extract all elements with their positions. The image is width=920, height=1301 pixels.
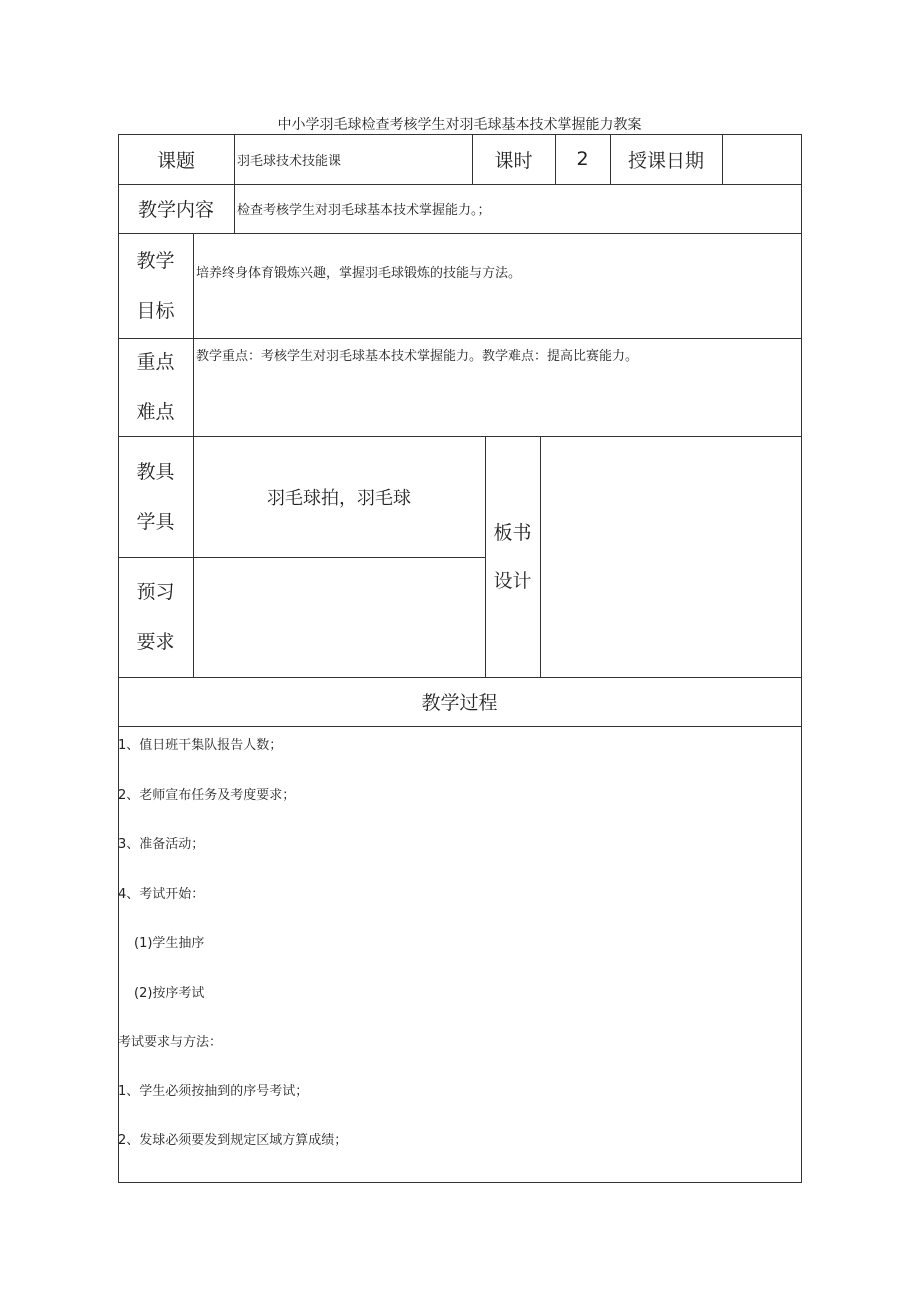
preview-label-line2: 要求 <box>136 631 175 653</box>
key-points-label-line1: 重点 <box>136 351 175 373</box>
blackboard-label-line2: 设计 <box>493 569 532 592</box>
objective-label-line2: 目标 <box>136 299 175 322</box>
equipment-label <box>118 436 193 557</box>
process-item-2: 2、老师宣布任务及考度要求； <box>118 788 296 803</box>
process-item-8: 1、学生必须按抽到的序号考试； <box>118 1084 309 1099</box>
process-item-4: 4、考试开始： <box>118 887 205 902</box>
hours-label: 课时 <box>494 149 533 172</box>
objective-label <box>118 233 193 338</box>
equipment-label-line2: 学具 <box>136 510 175 533</box>
objective-label-line1: 教学 <box>136 249 175 272</box>
process-item-5: (1)学生抽序 <box>134 936 205 951</box>
date-label: 授课日期 <box>627 149 704 172</box>
equipment-value: 羽毛球拍，羽毛球 <box>267 487 411 509</box>
course-label: 课题 <box>156 149 195 172</box>
process-heading: 教学过程 <box>421 692 498 714</box>
content-value: 检查考核学生对羽毛球基本技术掌握能力。； <box>237 203 491 218</box>
preview-label-line1: 预习 <box>136 581 175 603</box>
hours-value: 2 <box>576 148 589 170</box>
process-item-7: 考试要求与方法： <box>118 1035 223 1050</box>
date-value <box>722 134 801 184</box>
process-item-3: 3、准备活动； <box>118 837 205 852</box>
key-points-label <box>118 338 193 436</box>
blackboard-content <box>541 437 801 677</box>
document-title: 中小学羽毛球检查考核学生对羽毛球基本技术掌握能力教案 <box>277 117 642 133</box>
equipment-label-line1: 教具 <box>136 460 175 483</box>
key-points-value: 教学重点：考核学生对羽毛球基本技术掌握能力。教学难点：提高比赛能力。 <box>196 349 639 364</box>
process-item-9: 2、发球必须要发到规定区域方算成绩； <box>118 1133 348 1148</box>
key-points-label-line2: 难点 <box>136 401 175 423</box>
blackboard-label-line1: 板书 <box>493 521 532 544</box>
process-item-6: (2)按序考试 <box>134 986 205 1001</box>
course-value: 羽毛球技术技能课 <box>237 153 342 169</box>
objective-value: 培养终身体育锻炼兴趣，掌握羽毛球锻炼的技能与方法。 <box>196 266 522 281</box>
preview-label <box>118 557 193 677</box>
process-item-1: 1、值日班干集队报告人数； <box>118 738 283 753</box>
content-label: 教学内容 <box>137 199 214 221</box>
blackboard-label <box>485 436 540 677</box>
